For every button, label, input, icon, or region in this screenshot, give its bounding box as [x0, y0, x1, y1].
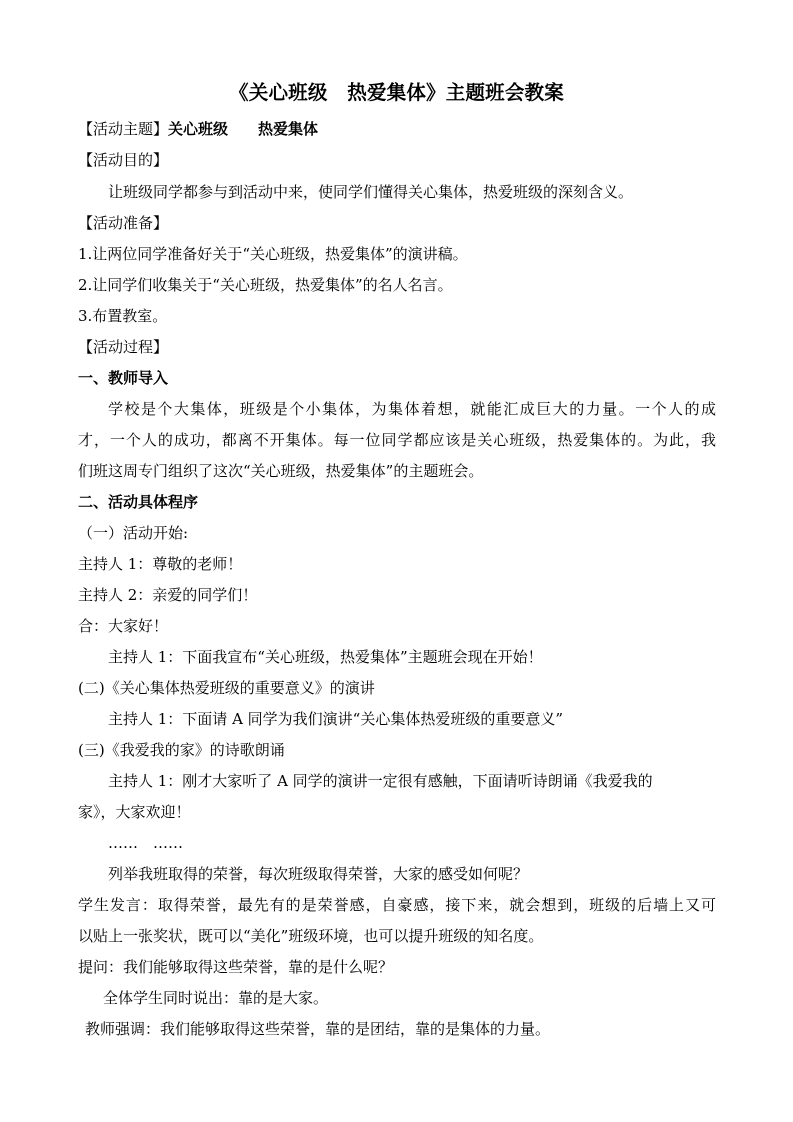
section2-heading: 二、活动具体程序 [78, 493, 199, 511]
section1-paragraph-line: 学校是个大集体，班级是个小集体，为集体着想，就能汇成巨大的力量。一个人的成 [108, 400, 716, 418]
part2-heading: (二)《关心集体热爱班级的重要意义》的演讲 [78, 679, 375, 697]
together-line: 合：大家好！ [78, 617, 169, 635]
host1-announce: 主持人 1：下面我宣布“关心班级，热爱集体”主题班会现在开始！ [108, 648, 543, 666]
host2-line: 主持人 2：亲爱的同学们！ [78, 586, 258, 604]
part1-heading: （一）活动开始: [78, 524, 189, 542]
theme-value: 关心班级 热爱集体 [168, 120, 319, 138]
part2-line: 主持人 1：下面请 A 同学为我们演讲“关心集体热爱班级的重要意义” [108, 710, 564, 728]
theme-row [78, 119, 318, 139]
student-speech-line: 以贴上一张奖状，既可以“美化”班级环境，也可以提升班级的知名度。 [78, 927, 544, 945]
host1-line: 主持人 1：尊敬的老师！ [78, 555, 243, 573]
page-title: 《关心班级 热爱集体》主题班会教案 [229, 81, 564, 104]
question-line: 提问：我们能够取得这些荣誉，靠的是什么呢？ [78, 958, 394, 976]
ellipsis: …… …… [108, 834, 184, 852]
part3-line: 家》，大家欢迎！ [78, 803, 191, 821]
prep-item: 3.布置教室。 [78, 307, 168, 325]
theme-label: 【活动主题】 [78, 120, 169, 138]
purpose-label: 【活动目的】 [78, 151, 169, 169]
section1-paragraph-line: 们班这周专门组织了这次“关心班级，热爱集体”的主题班会。 [78, 462, 484, 480]
process-label: 【活动过程】 [78, 338, 169, 356]
section1-heading: 一、教师导入 [78, 369, 169, 387]
part3-heading: (三)《我爱我的家》的诗歌朗诵 [78, 741, 285, 759]
prep-item: 1.让两位同学准备好关于“关心班级，热爱集体”的演讲稿。 [78, 245, 468, 263]
purpose-text: 让班级同学都参与到活动中来，使同学们懂得关心集体，热爱班级的深刻含义。 [108, 183, 634, 201]
honor-question: 列举我班取得的荣誉，每次班级取得荣誉，大家的感受如何呢？ [108, 865, 529, 883]
part3-line: 主持人 1：刚才大家听了 A 同学的演讲一定很有感触，下面请听诗朗诵《我爱我的 [108, 772, 653, 790]
section1-paragraph-line: 才，一个人的成功，都离不开集体。每一位同学都应该是关心班级，热爱集体的。为此，我 [78, 431, 716, 449]
prep-item: 2.让同学们收集关于“关心班级，热爱集体”的名人名言。 [78, 276, 453, 294]
all-students-line: 全体学生同时说出：靠的是大家。 [103, 989, 329, 1007]
student-speech-line: 学生发言：取得荣誉，最先有的是荣誉感，自豪感，接下来，就会想到，班级的后墙上又可 [78, 896, 716, 914]
teacher-emphasis: 教师强调：我们能够取得这些荣誉，靠的是团结，靠的是集体的力量。 [85, 1020, 551, 1038]
prep-label: 【活动准备】 [78, 214, 169, 232]
